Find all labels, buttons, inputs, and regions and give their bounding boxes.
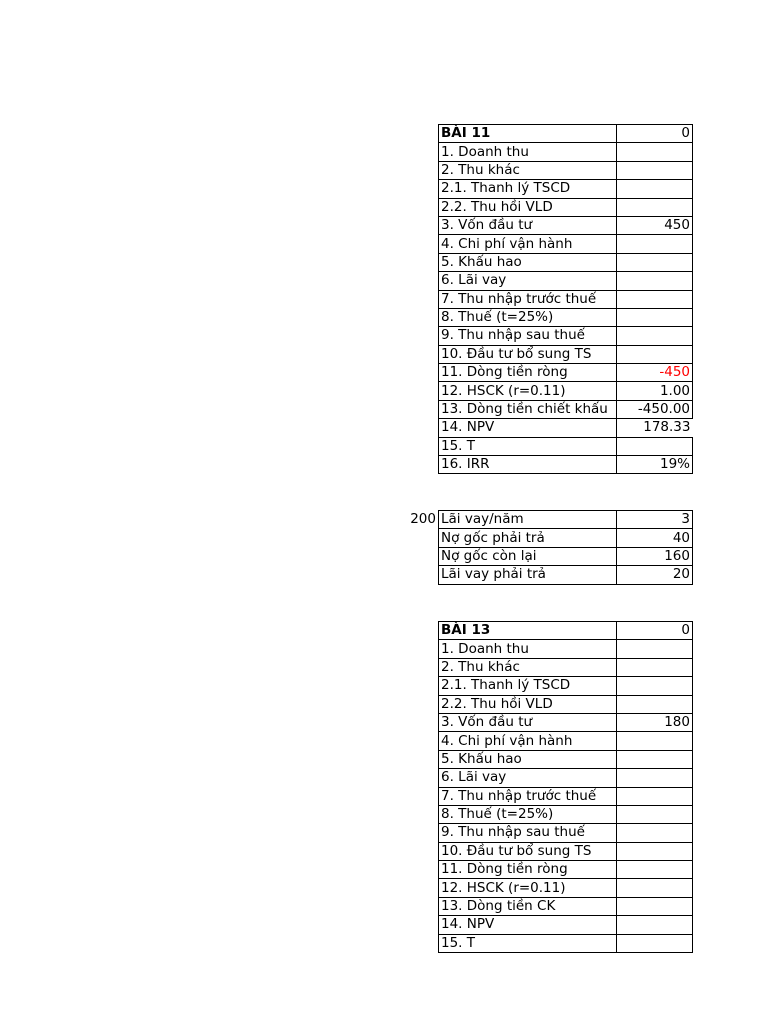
bai13-row xyxy=(439,713,693,731)
bai13-row-value-cell[interactable] xyxy=(617,787,693,805)
bai13-row xyxy=(439,824,693,842)
bai13-row xyxy=(439,658,693,676)
bai11-row-label-cell[interactable]: 10. Đầu tư bổ sung TS xyxy=(439,345,617,363)
bai11-row-label-cell[interactable]: 1. Doanh thu xyxy=(439,143,617,161)
bai13-row-label-cell[interactable]: 10. Đầu tư bổ sung TS xyxy=(439,842,617,860)
bai11-row xyxy=(439,216,693,234)
bai13-row xyxy=(439,732,693,750)
bai11-row-value-cell[interactable]: 1.00 xyxy=(617,382,693,400)
bai13-row-label-cell[interactable]: 7. Thu nhập trước thuế xyxy=(439,787,617,805)
bai13-row xyxy=(439,916,693,934)
bai13-row-value-cell[interactable] xyxy=(617,769,693,787)
loan-row-value-cell[interactable]: 40 xyxy=(617,529,693,547)
bai13-row-label-cell[interactable]: 2.1. Thanh lý TSCD xyxy=(439,677,617,695)
bai11-row-value-cell[interactable]: 450 xyxy=(617,216,693,234)
bai13-row xyxy=(439,769,693,787)
bai13-row-value-cell[interactable] xyxy=(617,677,693,695)
bai11-row-label-cell[interactable]: 12. HSCK (r=0.11) xyxy=(439,382,617,400)
bai13-row-label-cell[interactable]: 15. T xyxy=(439,934,617,952)
loan-row xyxy=(439,529,693,547)
bai11-row-value-cell[interactable] xyxy=(617,272,693,290)
bai11-row-label-cell[interactable]: 15. T xyxy=(439,437,617,455)
bai13-row xyxy=(439,805,693,823)
loan-row-value-cell[interactable]: 160 xyxy=(617,547,693,565)
loan-row-label-cell[interactable]: Nợ gốc phải trả xyxy=(439,529,617,547)
bai13-table-body xyxy=(439,622,693,953)
bai13-row-value-cell[interactable] xyxy=(617,732,693,750)
bai13-row-value-cell[interactable] xyxy=(617,695,693,713)
loan-row-label-cell[interactable]: Lãi vay/năm xyxy=(439,511,617,529)
bai11-row-label-cell[interactable]: 8. Thuế (t=25%) xyxy=(439,308,617,326)
bai11-row-value-cell[interactable] xyxy=(617,437,693,455)
bai13-row-value-cell[interactable] xyxy=(617,750,693,768)
bai11-row-label-cell[interactable]: 5. Khấu hao xyxy=(439,253,617,271)
bai11-row-value-cell[interactable]: 19% xyxy=(617,456,693,474)
bai11-row-label-cell[interactable]: 2. Thu khác xyxy=(439,161,617,179)
bai13-row xyxy=(439,934,693,952)
bai11-row-label-cell[interactable]: 14. NPV xyxy=(439,419,617,437)
bai13-row-label-cell[interactable]: 8. Thuế (t=25%) xyxy=(439,805,617,823)
bai13-row-value-cell[interactable] xyxy=(617,934,693,952)
bai11-row xyxy=(439,253,693,271)
bai13-row-label-cell[interactable]: 9. Thu nhập sau thuế xyxy=(439,824,617,842)
bai11-title-value-cell[interactable]: 0 xyxy=(617,125,693,143)
bai13-title-value-cell[interactable]: 0 xyxy=(617,622,693,640)
bai13-row-value-cell[interactable] xyxy=(617,824,693,842)
bai13-row-value-cell[interactable] xyxy=(617,842,693,860)
bai11-row-label-cell[interactable]: 11. Dòng tiền ròng xyxy=(439,364,617,382)
bai13-row-value-cell[interactable]: 180 xyxy=(617,713,693,731)
bai11-row-value-cell[interactable] xyxy=(617,345,693,363)
bai11-row-label-cell[interactable]: 3. Vốn đầu tư xyxy=(439,216,617,234)
bai11-row xyxy=(439,180,693,198)
bai11-row-value-cell[interactable] xyxy=(617,327,693,345)
bai11-row-value-cell[interactable] xyxy=(617,253,693,271)
bai11-table-body xyxy=(439,125,693,474)
bai11-row-value-cell[interactable] xyxy=(617,161,693,179)
bai13-header-row xyxy=(439,622,693,640)
bai13-row-label-cell[interactable]: 2.2. Thu hồi VLD xyxy=(439,695,617,713)
bai13-row-value-cell[interactable] xyxy=(617,916,693,934)
bai13-title-cell[interactable]: BÀI 13 xyxy=(439,622,617,640)
bai13-row-value-cell[interactable] xyxy=(617,861,693,879)
bai11-row-label-cell[interactable]: 9. Thu nhập sau thuế xyxy=(439,327,617,345)
bai11-row xyxy=(439,272,693,290)
bai11-row-label-cell[interactable]: 13. Dòng tiền chiết khấu xyxy=(439,400,617,418)
bai13-row-value-cell[interactable] xyxy=(617,805,693,823)
bai13-row-label-cell[interactable]: 6. Lãi vay xyxy=(439,769,617,787)
bai11-row-label-cell[interactable]: 6. Lãi vay xyxy=(439,272,617,290)
bai13-row-label-cell[interactable]: 2. Thu khác xyxy=(439,658,617,676)
bai13-row-label-cell[interactable]: 14. NPV xyxy=(439,916,617,934)
bai13-row-label-cell[interactable]: 5. Khấu hao xyxy=(439,750,617,768)
bai13-row-value-cell[interactable] xyxy=(617,879,693,897)
loan-row-value-cell[interactable]: 3 xyxy=(617,511,693,529)
bai11-row-value-cell[interactable] xyxy=(617,143,693,161)
bai11-row-label-cell[interactable]: 2.1. Thanh lý TSCD xyxy=(439,180,617,198)
bai11-row-label-cell[interactable]: 4. Chi phí vận hành xyxy=(439,235,617,253)
bai13-row-value-cell[interactable] xyxy=(617,640,693,658)
bai11-row-label-cell[interactable]: 7. Thu nhập trước thuế xyxy=(439,290,617,308)
bai11-row xyxy=(439,308,693,326)
bai11-row-label-cell[interactable]: 2.2. Thu hồi VLD xyxy=(439,198,617,216)
loan-row-label-cell[interactable]: Nợ gốc còn lại xyxy=(439,547,617,565)
loan-table xyxy=(438,510,693,585)
bai13-row-label-cell[interactable]: 11. Dòng tiền ròng xyxy=(439,861,617,879)
bai11-row xyxy=(439,382,693,400)
bai11-row xyxy=(439,290,693,308)
bai11-row xyxy=(439,235,693,253)
bai11-row xyxy=(439,364,693,382)
bai13-row xyxy=(439,842,693,860)
bai11-row xyxy=(439,419,693,437)
bai11-row-value-cell[interactable] xyxy=(617,180,693,198)
loan-principal-value[interactable]: 200 xyxy=(410,511,436,527)
bai11-row-value-cell[interactable] xyxy=(617,235,693,253)
loan-table-body xyxy=(439,511,693,585)
loan-row xyxy=(439,511,693,529)
bai11-row xyxy=(439,198,693,216)
bai13-row xyxy=(439,897,693,915)
bai13-row xyxy=(439,861,693,879)
bai13-row xyxy=(439,677,693,695)
bai11-row-value-cell[interactable]: 178.33 xyxy=(617,419,693,437)
bai13-row-value-cell[interactable] xyxy=(617,897,693,915)
bai13-row-label-cell[interactable]: 13. Dòng tiền CK xyxy=(439,897,617,915)
bai11-row xyxy=(439,400,693,418)
bai11-row-value-cell[interactable] xyxy=(617,198,693,216)
bai11-row xyxy=(439,327,693,345)
bai13-row xyxy=(439,640,693,658)
loan-row xyxy=(439,547,693,565)
bai13-row-label-cell[interactable]: 12. HSCK (r=0.11) xyxy=(439,879,617,897)
bai11-row-value-cell[interactable] xyxy=(617,308,693,326)
bai11-row xyxy=(439,437,693,455)
loan-row-value-cell[interactable]: 20 xyxy=(617,566,693,584)
bai11-title-cell[interactable]: BÀI 11 xyxy=(439,125,617,143)
bai11-row-label-cell[interactable]: 16. IRR xyxy=(439,456,617,474)
bai13-row xyxy=(439,695,693,713)
bai11-row xyxy=(439,345,693,363)
bai13-row-value-cell[interactable] xyxy=(617,658,693,676)
bai13-row xyxy=(439,879,693,897)
bai13-row-label-cell[interactable]: 1. Doanh thu xyxy=(439,640,617,658)
bai11-header-row xyxy=(439,125,693,143)
bai13-row xyxy=(439,750,693,768)
bai11-row xyxy=(439,161,693,179)
bai11-row xyxy=(439,456,693,474)
bai13-table xyxy=(438,621,693,953)
bai13-row-label-cell[interactable]: 3. Vốn đầu tư xyxy=(439,713,617,731)
bai11-row xyxy=(439,143,693,161)
bai11-table xyxy=(438,124,693,474)
bai11-row-value-cell[interactable] xyxy=(617,290,693,308)
bai13-row xyxy=(439,787,693,805)
loan-row xyxy=(439,566,693,584)
loan-row-label-cell[interactable]: Lãi vay phải trả xyxy=(439,566,617,584)
bai11-row-value-cell[interactable]: -450.00 xyxy=(617,400,693,418)
bai11-row-value-cell[interactable]: -450 xyxy=(617,364,693,382)
bai13-row-label-cell[interactable]: 4. Chi phí vận hành xyxy=(439,732,617,750)
